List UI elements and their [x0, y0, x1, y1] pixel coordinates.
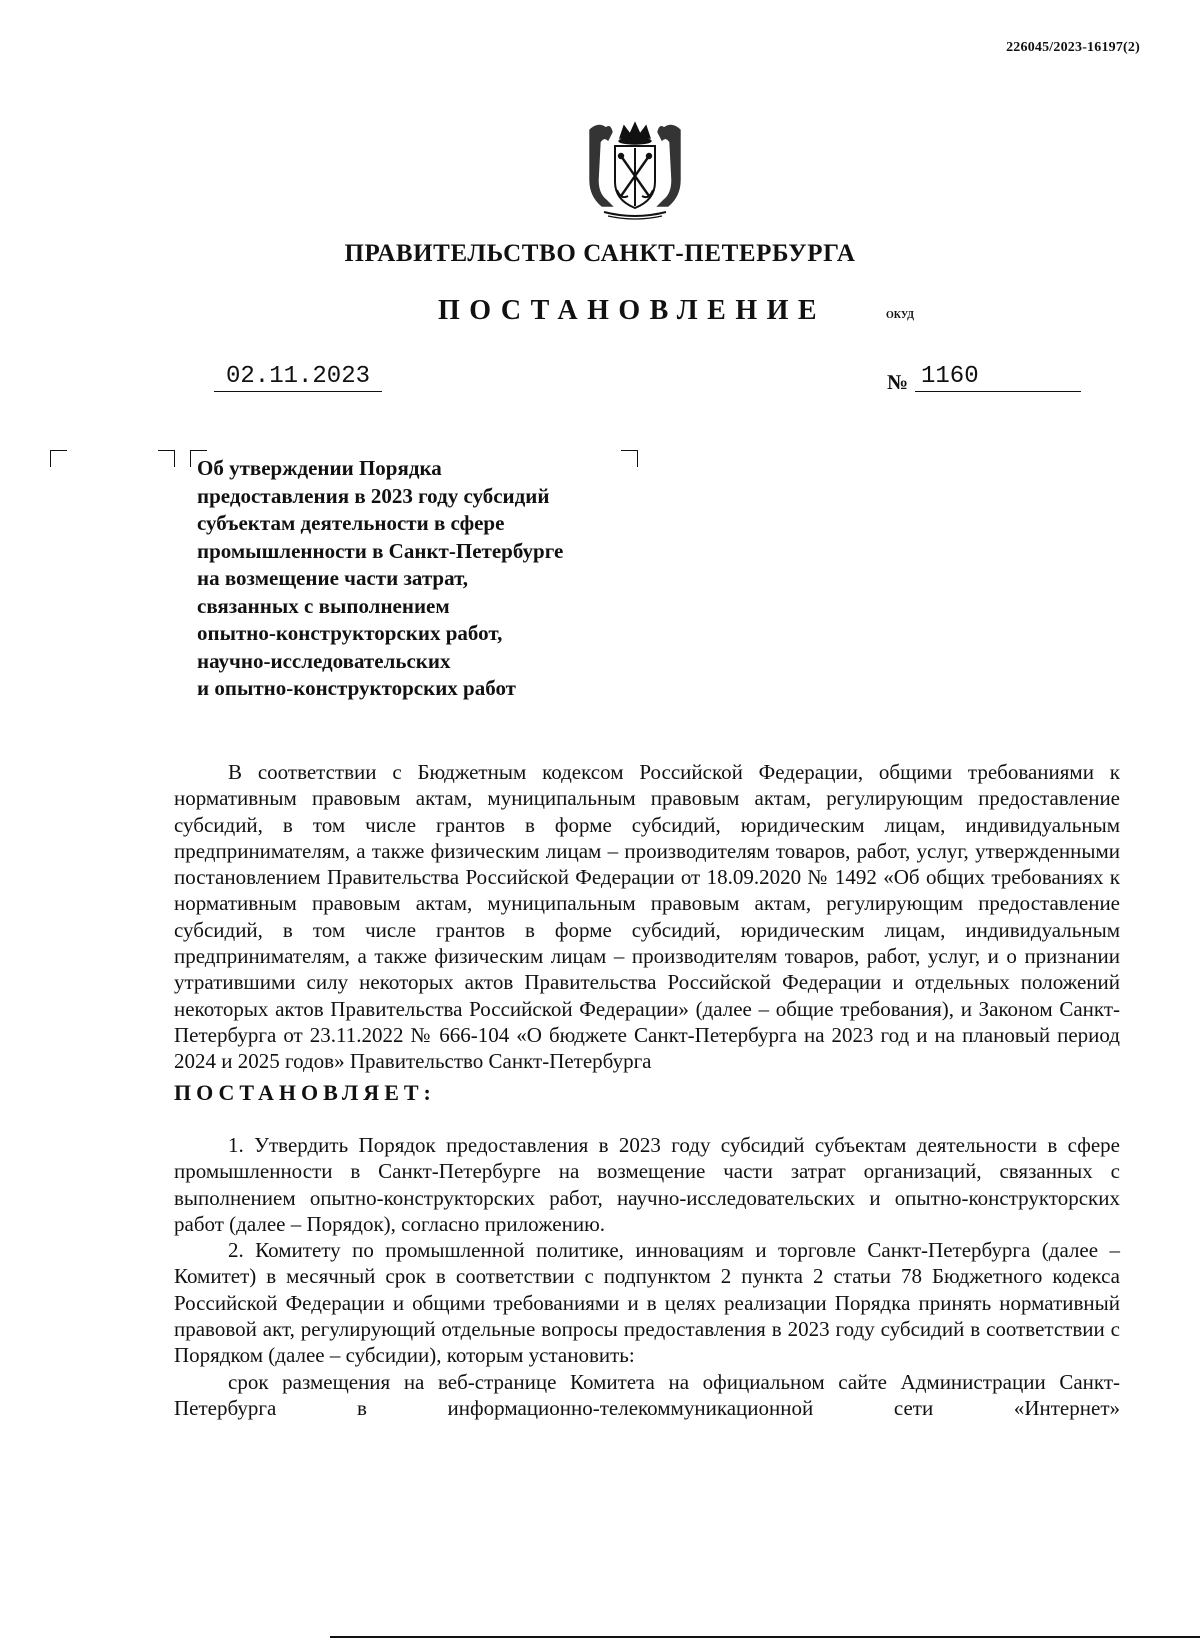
- subject-corner-left-outer: [158, 450, 175, 467]
- government-title: ПРАВИТЕЛЬСТВО САНКТ-ПЕТЕРБУРГА: [344, 240, 856, 267]
- subject-line: и опытно-конструкторских работ: [197, 676, 516, 700]
- decree-subject: [197, 455, 637, 703]
- page-bottom-rule: [330, 1636, 1200, 1638]
- subject-line: промышленности в Санкт-Петербурге: [197, 538, 564, 563]
- item-1: 1. Утвердить Порядок предоставления в 2023 году субсидий субъектам деятельности в сфере промышленности в Санкт-Петербурге на возмещение части затрат организаций, связанных с выполнением опытно-конструкторских работ, научно-исследовательских и опытно-конструкторских работ (далее – Порядок), согласно приложению.: [174, 1133, 1120, 1236]
- decree-date: 02.11.2023: [214, 363, 382, 392]
- subject-line: Об утверждении Порядка: [197, 456, 442, 480]
- subject-line: на возмещение части затрат,: [197, 566, 469, 590]
- item-2-subparagraph: срок размещения на веб-странице Комитета на официальном сайте Администрации Санкт-Петербурга в информационно-телекоммуникационной сети «Интернет»: [174, 1369, 1120, 1420]
- subject-line: субъектам деятельности в сфере: [197, 511, 505, 535]
- subject-line: опытно-конструкторских работ,: [197, 621, 503, 645]
- address-corner-left: [50, 450, 67, 467]
- decree-items: [174, 1132, 1120, 1421]
- okud-label: ОКУД: [886, 310, 915, 321]
- decree-title: ПОСТАНОВЛЕНИЕ: [438, 295, 827, 326]
- subject-line: научно-исследовательских: [197, 648, 451, 673]
- saint-petersburg-coat-of-arms-icon: [584, 120, 686, 220]
- subject-line: предоставления в 2023 году субсидий: [197, 483, 550, 508]
- preamble-paragraph: В соответствии с Бюджетным кодексом Российской Федерации, общими требованиями к нормативным правовым актам, муниципальным правовым актам, регулирующим предоставление субсидий, в том числе грантов в форме субсидий, юридическим лицам, индивидуальным предпринимателям, а также физическим лицам – производителям товаров, работ, услуг, утвержденными постановлением Правительства Российской Федерации от 18.09.2020 № 1492 «Об общих требованиях к нормативным правовым актам, муниципальным правовым актам, регулирующим предоставление субсидий, в том числе грантов в форме субсидий, юридическим лицам, индивидуальным предпринимателям, а также физическим лицам – производителям товаров, работ, услуг, и о признании утратившими силу некоторых актов Правительства Российской Федерации и отдельных положений некоторых актов Правительства Российской Федерации» (далее – общие требования), и Законом Санкт-Петербурга от 23.11.2022 № 666-104 «О бюджете Санкт-Петербурга на 2023 год и на плановый период 2024 и 2025 годов» Правительство Санкт-Петербурга: [174, 760, 1120, 1074]
- number-sign: №: [887, 370, 909, 394]
- decree-number: 1160: [915, 363, 1081, 392]
- preamble: [174, 759, 1120, 1075]
- item-2: 2. Комитету по промышленной политике, инновациям и торговле Санкт-Петербурга (далее – Комитет) в месячный срок в соответствии с подпунктом 2 пункта 2 статьи 78 Бюджетного кодекса Российской Федерации и общими требованиями и в целях реализации Порядка принять нормативный правовой акт, регулирующий отдельные вопросы предоставления в 2023 году субсидий в соответствии с Порядком (далее – субсидии), которым установить:: [174, 1238, 1120, 1368]
- resolves-heading: ПОСТАНОВЛЯЕТ:: [174, 1080, 436, 1105]
- subject-line: связанных с выполнением: [197, 593, 450, 618]
- document-id: 226045/2023-16197(2): [1006, 40, 1140, 55]
